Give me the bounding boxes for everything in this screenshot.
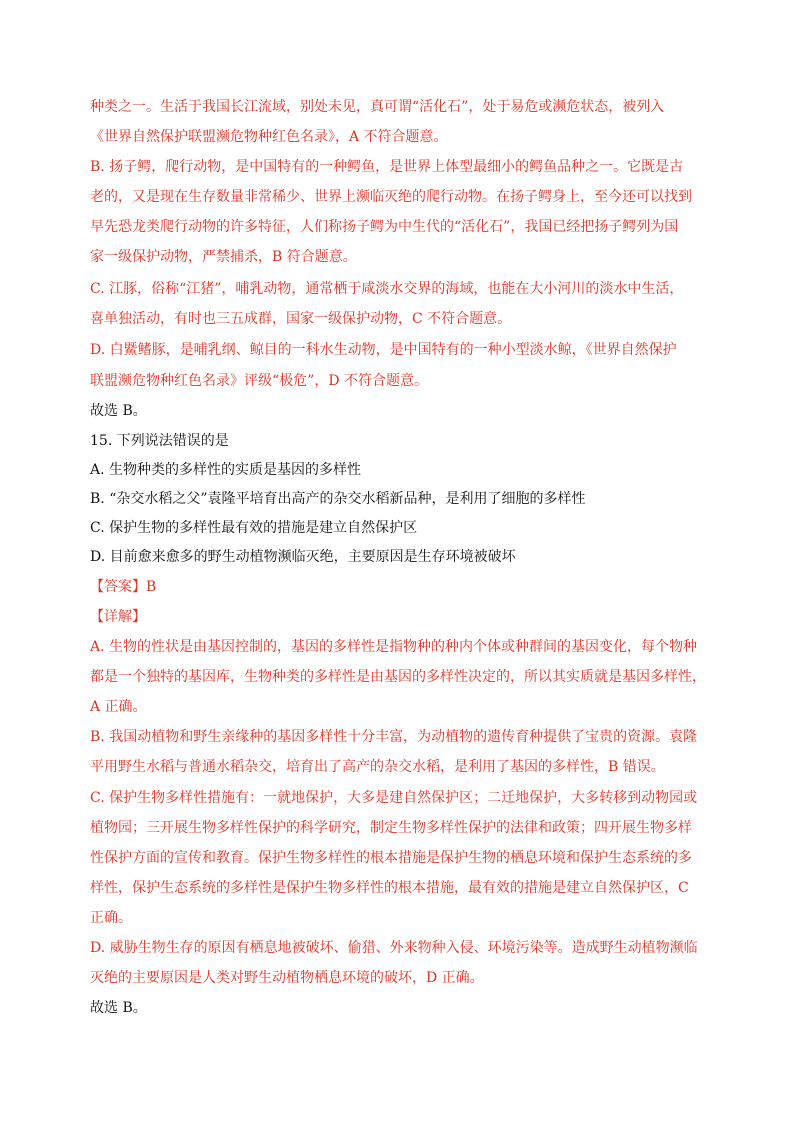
- detail-line: 性保护方面的宣传和教育。保护生物多样性的根本措施是保护生物的栖息环境和保护生态系统的多: [90, 850, 692, 866]
- detail-line: A 正确。: [90, 699, 147, 715]
- prev-explanation-line: C. 江豚，俗称“江猪”，哺乳动物，通常栖于咸淡水交界的海域，也能在大小河川的淡水中生活，: [90, 281, 684, 297]
- prev-explanation-line: 家一级保护动物，严禁捕杀，B 符合题意。: [90, 249, 357, 265]
- prev-explanation-line: B. 扬子鳄，爬行动物，是中国特有的一种鳄鱼，是世界上体型最细小的鳄鱼品种之一。它既是古: [90, 159, 684, 175]
- question-option-d: D. 目前愈来愈多的野生动植物濒临灭绝，主要原因是生存环境被破坏: [90, 549, 516, 565]
- prev-explanation-line: 联盟濒危物种红色名录》评级“极危”，D 不符合题意。: [90, 373, 428, 389]
- prev-explanation-line: 种类之一。生活于我国长江流域，别处未见，真可谓“活化石”，处于易危或濒危状态，被列入: [90, 99, 665, 115]
- detail-line: D. 威胁生物生存的原因有栖息地被破坏、偷猎、外来物种入侵、环境污染等。造成野生动植物濒临: [90, 940, 698, 956]
- detail-line: 灭绝的主要原因是人类对野生动植物栖息环境的破坏，D 正确。: [90, 970, 484, 986]
- detail-line: 植物园；三开展生物多样性保护的科学研究，制定生物多样性保护的法律和政策；四开展生物多样: [90, 820, 692, 836]
- final-conclusion: 故选 B。: [90, 1000, 147, 1016]
- prev-explanation-line: 喜单独活动，有时也三五成群，国家一级保护动物，C 不符合题意。: [90, 311, 512, 327]
- question-option-b: B. “杂交水稻之父”袁隆平培育出高产的杂交水稻新品种，是利用了细胞的多样性: [90, 491, 586, 507]
- prev-explanation-line: 老的，又是现在生存数量非常稀少、世界上濒临灭绝的爬行动物。在扬子鳄身上，至今还可以找到: [90, 189, 692, 205]
- detail-line: C. 保护生物多样性措施有：一就地保护，大多是建自然保护区；二迁地保护，大多转移到动物园或: [90, 790, 698, 806]
- question-option-c: C. 保护生物的多样性最有效的措施是建立自然保护区: [90, 520, 418, 536]
- question-option-a: A. 生物种类的多样性的实质是基因的多样性: [90, 462, 362, 478]
- detail-line: A. 生物的性状是由基因控制的，基因的多样性是指物种的种内个体或种群间的基因变化，每个物种: [90, 639, 698, 655]
- question-stem: 15. 下列说法错误的是: [90, 433, 229, 449]
- detail-line: B. 我国动植物和野生亲缘种的基因多样性十分丰富，为动植物的遗传育种提供了宝贵的资源。袁隆: [90, 729, 698, 745]
- prev-explanation-line: D. 白鱀鳍豚，是哺乳纲、鲸目的一科水生动物，是中国特有的一种小型淡水鲸，《世界自然保护: [90, 342, 677, 358]
- answer-line: 【答案】B: [90, 579, 157, 595]
- prev-explanation-line: 早先恐龙类爬行动物的许多特征，人们称扬子鳄为中生代的“活化石”，我国已经把扬子鳄列为国: [90, 219, 679, 235]
- prev-conclusion: 故选 B。: [90, 403, 147, 419]
- detail-heading: 【详解】: [90, 609, 146, 625]
- prev-explanation-line: 《世界自然保护联盟濒危物种红色名录》，A 不符合题意。: [90, 129, 448, 145]
- detail-line: 样性，保护生态系统的多样性是保护生物多样性的根本措施，最有效的措施是建立自然保护区，C: [90, 880, 689, 896]
- detail-line: 平用野生水稻与普通水稻杂交，培育出了高产的杂交水稻，是利用了基因的多样性，B 错误。: [90, 759, 665, 775]
- detail-line: 都是一个独特的基因库，生物种类的多样性是由基因的多样性决定的，所以其实质就是基因多样性，: [90, 669, 706, 685]
- detail-line: 正确。: [90, 910, 132, 926]
